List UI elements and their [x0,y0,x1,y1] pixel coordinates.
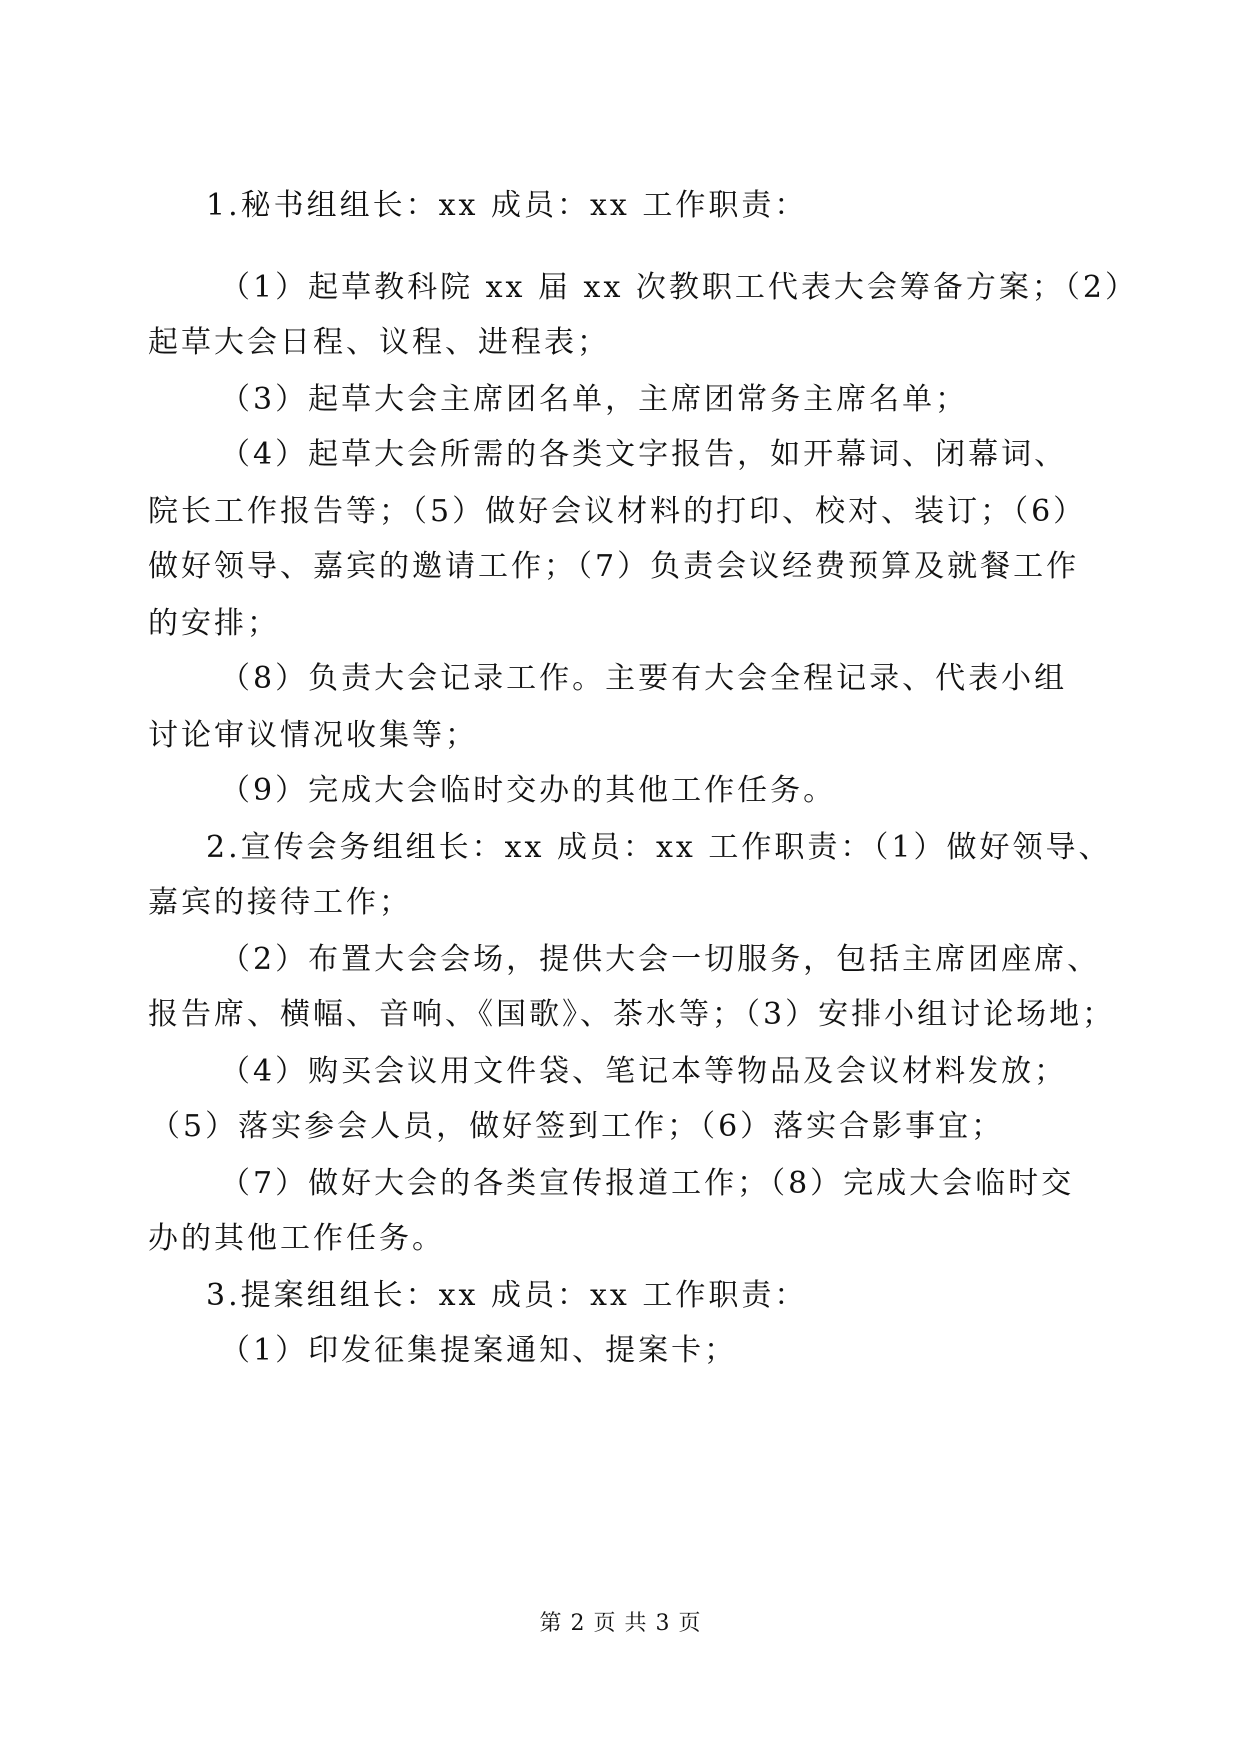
text-line: 的安排； [148,606,280,641]
text-line: 院长工作报告等；（5）做好会议材料的打印、校对、装订；（6） [148,494,1087,529]
text-line: 报告席、横幅、音响、《国歌》、茶水等；（3）安排小组讨论场地； [148,997,1116,1032]
text-line: 做好领导、嘉宾的邀请工作；（7）负责会议经费预算及就餐工作 [148,549,1080,584]
text-line: （4）购买会议用文件袋、笔记本等物品及会议材料发放； [220,1054,1068,1089]
text-line: （1）起草教科院 xx 届 xx 次教职工代表大会筹备方案；（2） [220,270,1138,305]
text-line: （1）印发征集提案通知、提案卡； [220,1333,738,1368]
text-line: （2）布置大会会场，提供大会一切服务，包括主席团座席、 [220,942,1101,977]
page-number-footer: 第 2 页 共 3 页 [539,1611,702,1636]
text-line: 3.提案组组长：xx 成员：xx 工作职责： [206,1278,808,1313]
text-line: 1.秘书组组长：xx 成员：xx 工作职责： [206,188,808,223]
text-line: 起草大会日程、议程、进程表； [148,325,610,360]
text-line: （9）完成大会临时交办的其他工作任务。 [220,773,837,808]
text-line: （5）落实参会人员，做好签到工作；（6）落实合影事宜； [150,1109,1005,1144]
text-line: （7）做好大会的各类宣传报道工作；（8）完成大会临时交 [220,1166,1075,1201]
text-line: 2.宣传会务组组长：xx 成员：xx 工作职责：（1）做好领导、 [206,830,1112,865]
text-line: （8）负责大会记录工作。主要有大会全程记录、代表小组 [220,661,1068,696]
text-line: 讨论审议情况收集等； [148,718,478,753]
text-line: （3）起草大会主席团名单，主席团常务主席名单； [220,382,969,417]
text-line: 嘉宾的接待工作； [148,885,412,920]
text-line: 办的其他工作任务。 [148,1221,445,1256]
text-line: （4）起草大会所需的各类文字报告，如开幕词、闭幕词、 [220,437,1068,472]
